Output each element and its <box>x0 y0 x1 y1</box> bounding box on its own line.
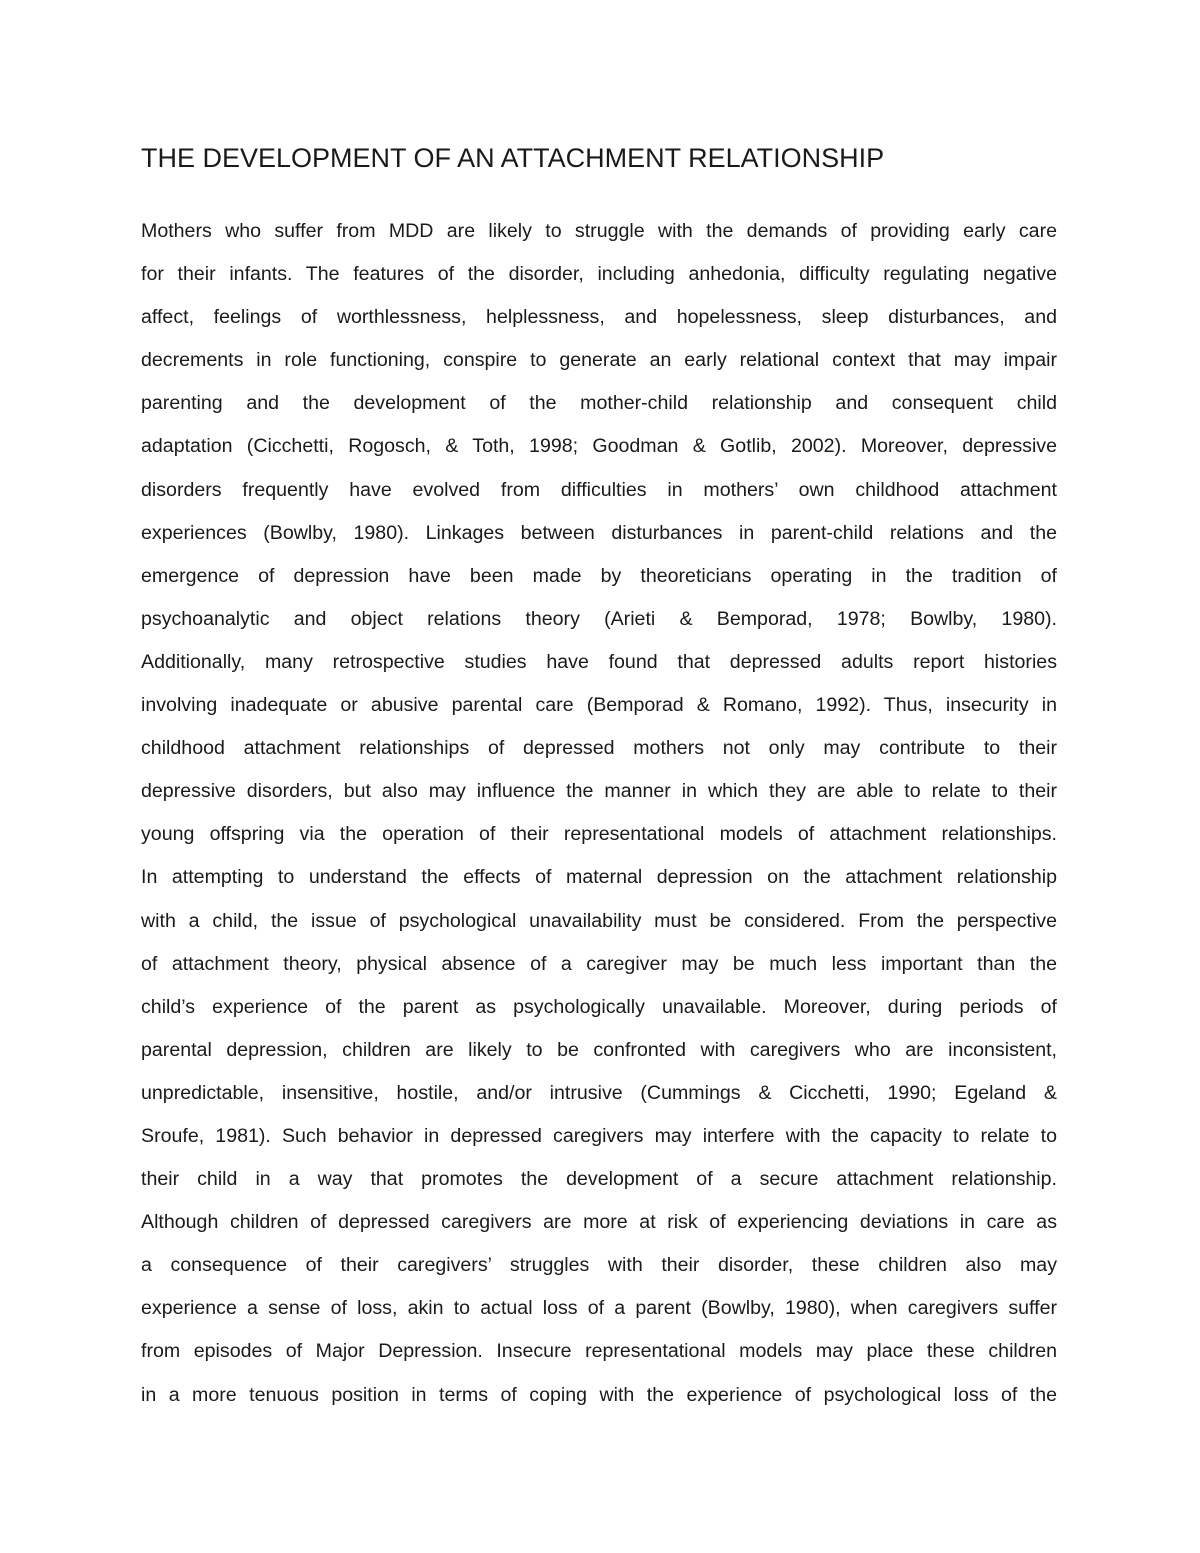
text-line: adaptation (Cicchetti, Rogosch, & Toth, 1998; Goodman & Gotlib, 2002). Moreover, depressive <box>141 435 1057 458</box>
text-line: In attempting to understand the effects of maternal depression on the attachment relationship <box>141 866 1057 889</box>
text-line: decrements in role functioning, conspire to generate an early relational context that may impair <box>141 349 1057 372</box>
text-line: young offspring via the operation of their representational models of attachment relationships. <box>141 823 1057 846</box>
text-line: unpredictable, insensitive, hostile, and/or intrusive (Cummings & Cicchetti, 1990; Egeland & <box>141 1081 1057 1104</box>
text-line: Sroufe, 1981). Such behavior in depressed caregivers may interfere with the capacity to relate to <box>141 1124 1057 1147</box>
body-paragraph <box>141 210 1057 1417</box>
text-line: in a more tenuous position in terms of coping with the experience of psychological loss of the <box>141 1383 1057 1406</box>
text-line: childhood attachment relationships of depressed mothers not only may contribute to their <box>141 737 1057 760</box>
text-line: depressive disorders, but also may influence the manner in which they are able to relate to their <box>141 780 1057 803</box>
text-line: psychoanalytic and object relations theory (Arieti & Bemporad, 1978; Bowlby, 1980). <box>141 607 1057 630</box>
text-line: Although children of depressed caregivers are more at risk of experiencing deviations in care as <box>141 1211 1057 1234</box>
text-line: emergence of depression have been made by theoreticians operating in the tradition of <box>141 564 1057 587</box>
text-line: affect, feelings of worthlessness, helplessness, and hopelessness, sleep disturbances, and <box>141 306 1057 329</box>
text-line: Additionally, many retrospective studies have found that depressed adults report histories <box>141 650 1057 673</box>
text-line: Mothers who suffer from MDD are likely to struggle with the demands of providing early care <box>141 220 1057 242</box>
page-title: THE DEVELOPMENT OF AN ATTACHMENT RELATIONSHIP <box>141 143 885 173</box>
text-line: from episodes of Major Depression. Insecure representational models may place these children <box>141 1340 1057 1363</box>
text-line: involving inadequate or abusive parental care (Bemporad & Romano, 1992). Thus, insecurity in <box>141 694 1057 717</box>
text-line: with a child, the issue of psychological unavailability must be considered. From the perspective <box>141 909 1057 932</box>
text-line: parenting and the development of the mother-child relationship and consequent child <box>141 392 1057 415</box>
text-line: their child in a way that promotes the development of a secure attachment relationship. <box>141 1168 1057 1191</box>
text-line: experiences (Bowlby, 1980). Linkages between disturbances in parent-child relations and the <box>141 521 1057 544</box>
text-line: child’s experience of the parent as psychologically unavailable. Moreover, during periods of <box>141 995 1057 1018</box>
text-line: a consequence of their caregivers’ struggles with their disorder, these children also may <box>141 1254 1057 1277</box>
text-line: for their infants. The features of the disorder, including anhedonia, difficulty regulating negative <box>141 263 1057 286</box>
text-line: disorders frequently have evolved from difficulties in mothers’ own childhood attachment <box>141 478 1057 501</box>
text-line: experience a sense of loss, akin to actual loss of a parent (Bowlby, 1980), when caregivers suffer <box>141 1297 1057 1320</box>
text-line: parental depression, children are likely to be confronted with caregivers who are inconsistent, <box>141 1038 1057 1061</box>
text-line: of attachment theory, physical absence of a caregiver may be much less important than the <box>141 952 1057 975</box>
